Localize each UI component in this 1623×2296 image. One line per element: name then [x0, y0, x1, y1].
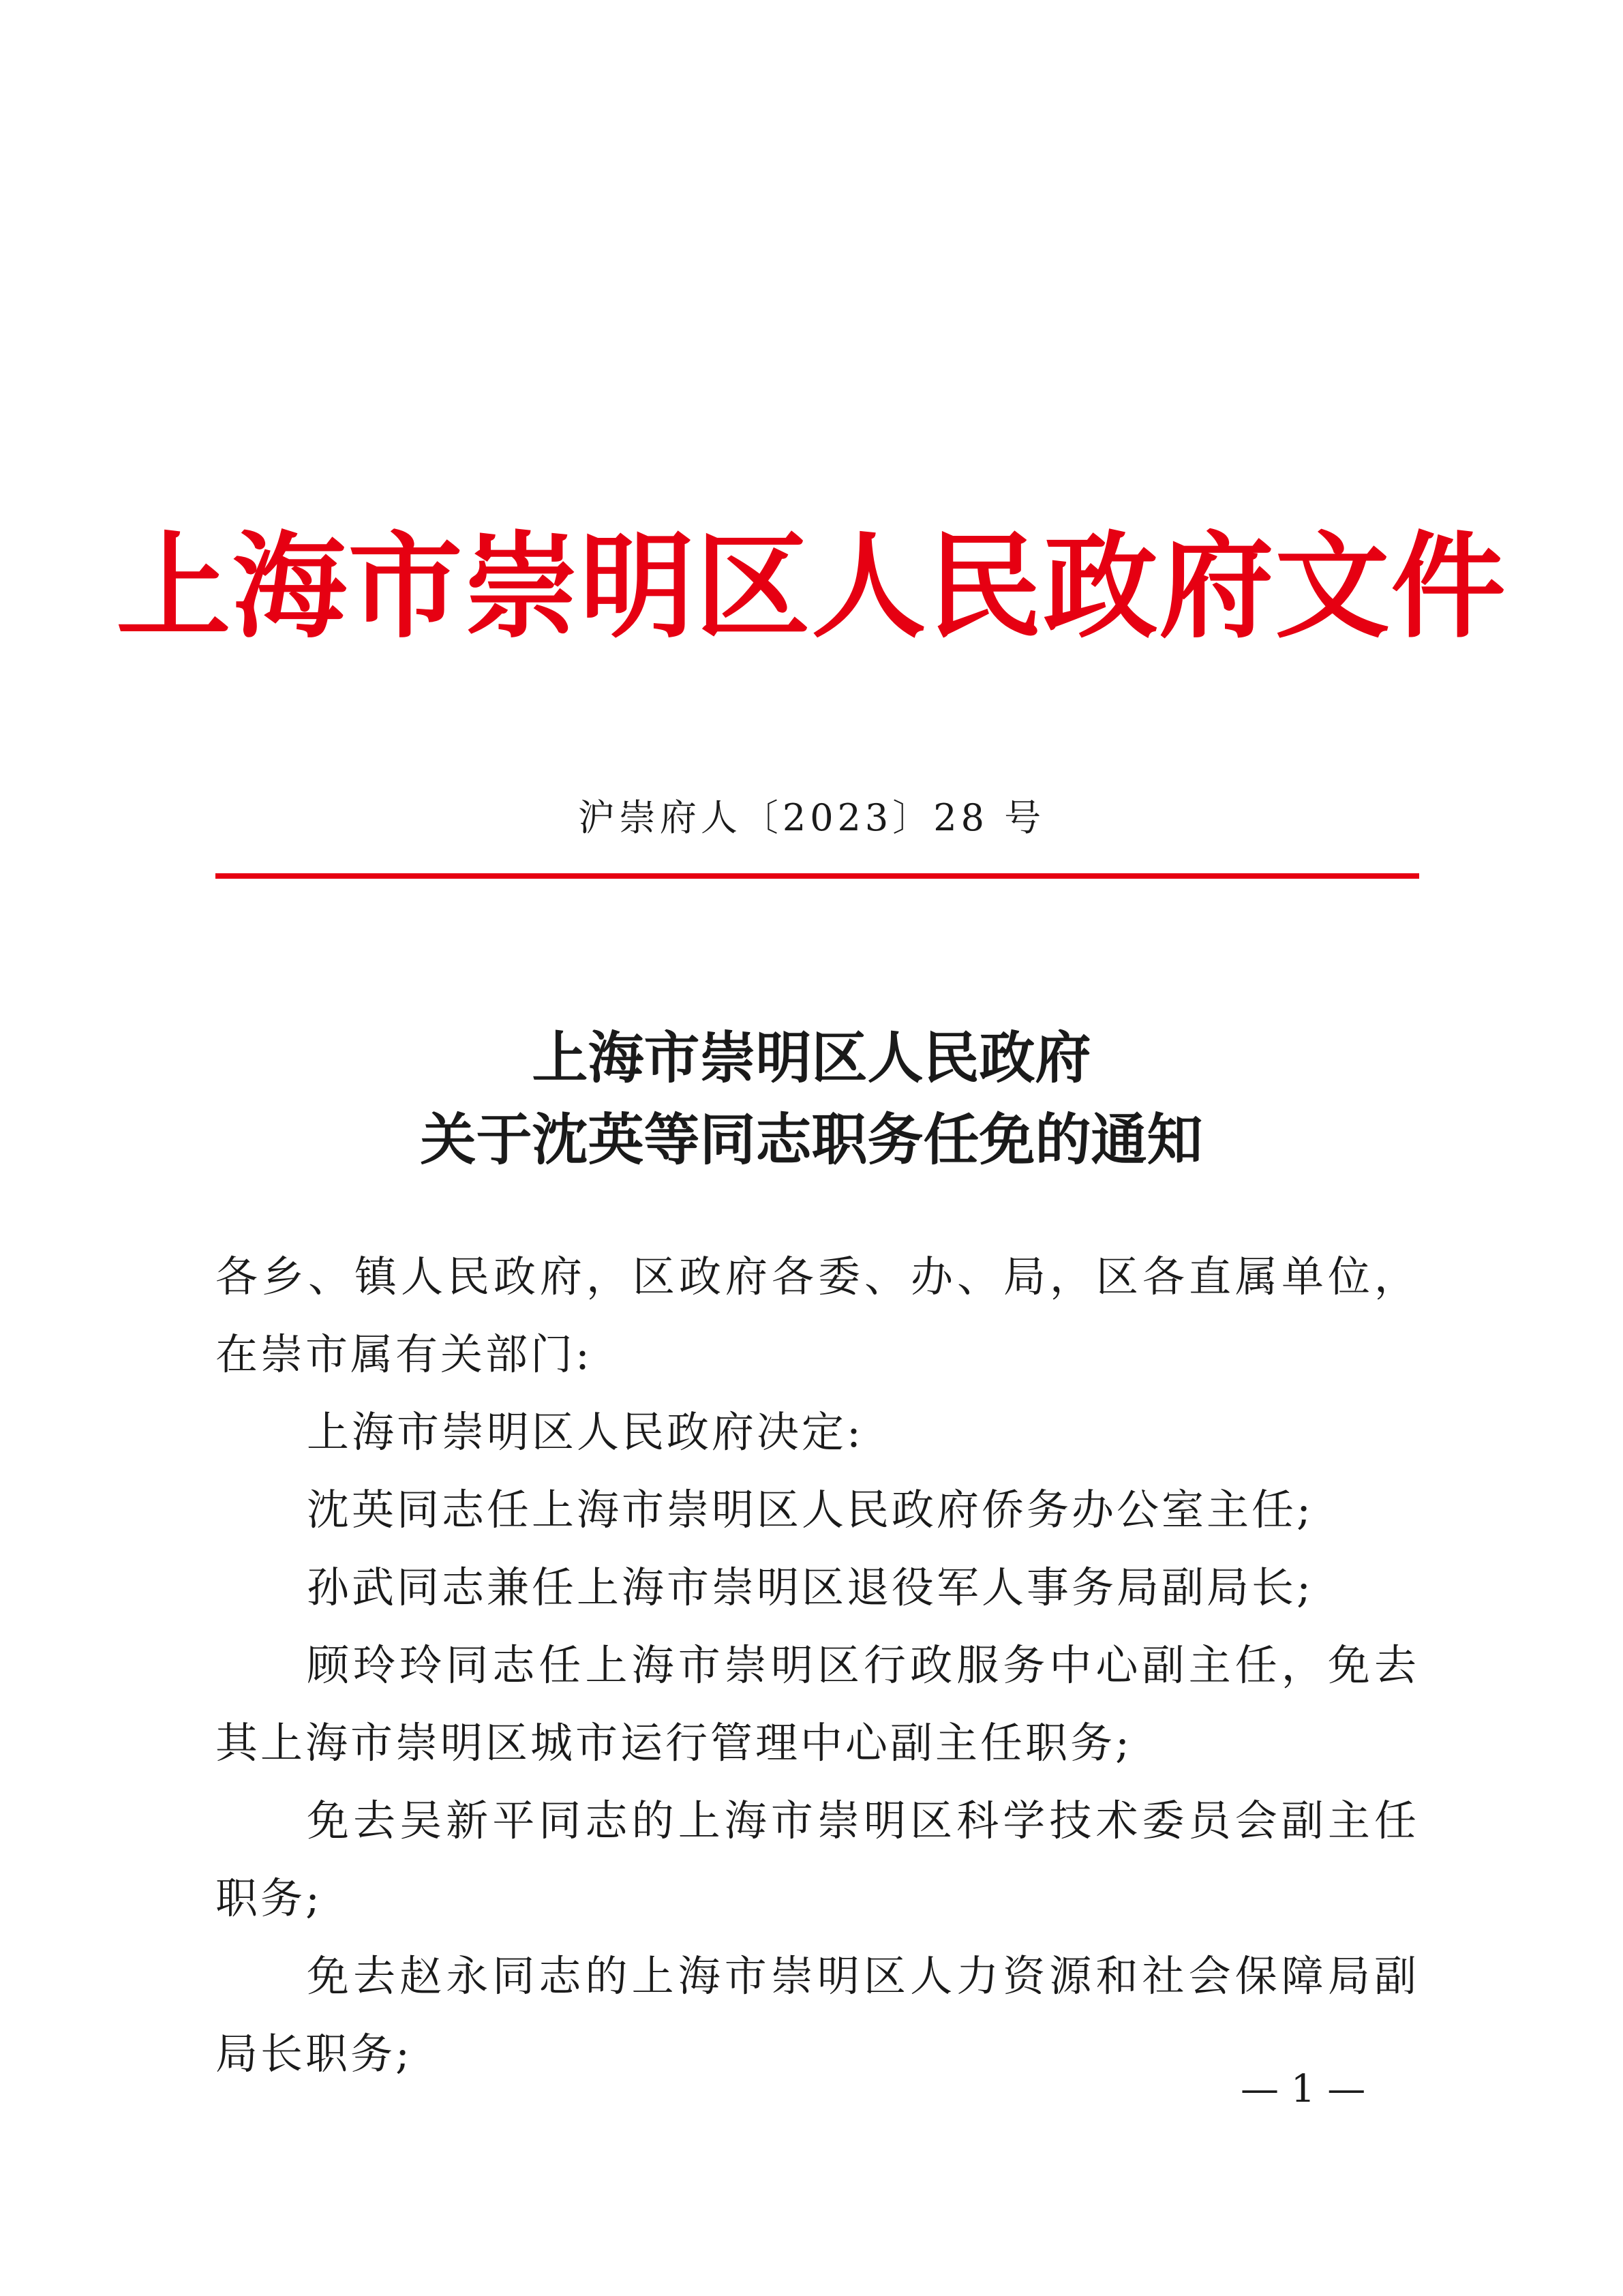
header-divider	[215, 873, 1419, 879]
body-paragraph: 免去赵永同志的上海市崇明区人力资源和社会保障局副局长职务;	[215, 1951, 1419, 2079]
notice-body	[215, 1238, 1419, 2093]
document-number: 沪崇府人〔2023〕28 号	[577, 796, 1046, 839]
body-paragraph: 顾玲玲同志任上海市崇明区行政服务中心副主任，免去其上海市崇明区城市运行管理中心副主任职务;	[215, 1640, 1419, 1768]
page-number: — 1 —	[1241, 2067, 1366, 2111]
body-paragraph: 免去吴新平同志的上海市崇明区科学技术委员会副主任职务;	[215, 1796, 1419, 1923]
notice-title-line-1: 上海市崇明区人民政府	[532, 1025, 1091, 1091]
document-header-title: 上海市崇明区人民政府文件	[116, 519, 1507, 654]
notice-title	[0, 1017, 1623, 1181]
notice-title-line-2: 关于沈英等同志职务任免的通知	[420, 1107, 1203, 1173]
body-paragraph: 上海市崇明区人民政府决定:	[307, 1407, 864, 1457]
body-paragraph: 沈英同志任上海市崇明区人民政府侨务办公室主任;	[307, 1485, 1314, 1535]
body-paragraph: 孙武同志兼任上海市崇明区退役军人事务局副局长;	[307, 1562, 1314, 1612]
addressee: 各乡、镇人民政府，区政府各委、办、局，区各直属单位，在崇市属有关部门:	[215, 1252, 1419, 1379]
